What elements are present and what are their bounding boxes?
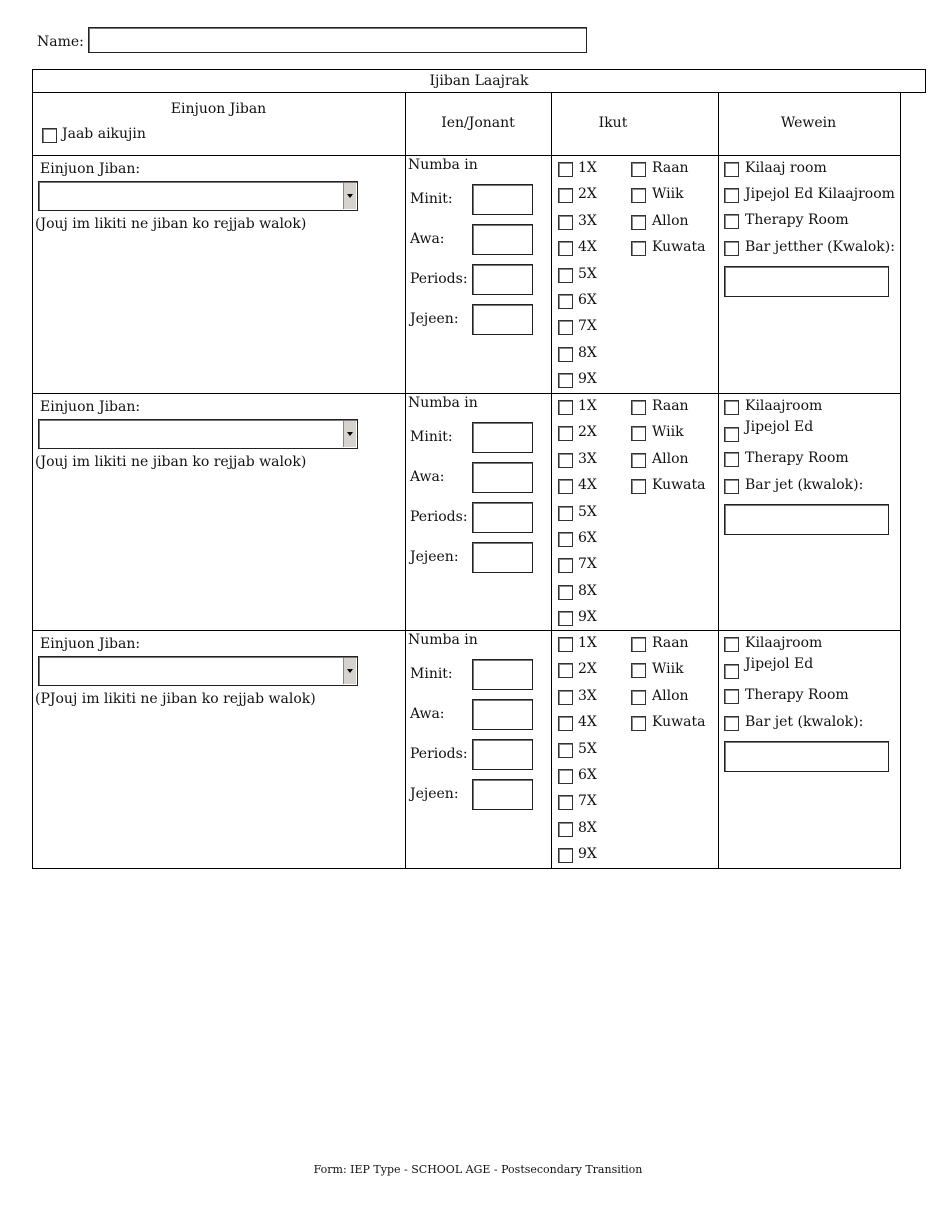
frequency-count-checkbox[interactable] xyxy=(558,294,573,309)
frequency-period-label: Wiik xyxy=(652,424,684,441)
frequency-count-label: 6X xyxy=(578,767,597,783)
frequency-count-label: 8X xyxy=(578,582,597,599)
number-label: Numba in xyxy=(408,632,478,648)
frequency-count-label: 3X xyxy=(578,212,597,229)
frequency-period-checkbox[interactable] xyxy=(631,637,646,652)
frequency-count-label: 4X xyxy=(578,714,597,731)
frequency-period-label: Raan xyxy=(652,160,689,176)
dropdown-button[interactable] xyxy=(343,658,356,684)
number-label: Numba in xyxy=(408,395,478,411)
location-checkbox[interactable] xyxy=(724,479,739,494)
amount-input[interactable] xyxy=(472,739,533,770)
frequency-count-label: 7X xyxy=(578,318,597,335)
service-note: (PJouj im likiti ne jiban ko rejjab walok) xyxy=(35,691,316,707)
name-input[interactable] xyxy=(88,27,587,53)
frequency-period-checkbox[interactable] xyxy=(631,426,646,441)
frequency-period-label: Raan xyxy=(652,635,689,651)
frequency-count-checkbox[interactable] xyxy=(558,848,573,863)
amount-input[interactable] xyxy=(472,699,533,730)
dropdown-button[interactable] xyxy=(343,183,356,209)
frequency-count-checkbox[interactable] xyxy=(558,453,573,468)
frequency-period-checkbox[interactable] xyxy=(631,690,646,705)
frequency-count-checkbox[interactable] xyxy=(558,479,573,494)
location-checkbox[interactable] xyxy=(724,427,739,442)
frequency-count-checkbox[interactable] xyxy=(558,188,573,203)
header-service: Einjuon Jiban xyxy=(170,101,267,117)
location-checkbox[interactable] xyxy=(724,214,739,229)
frequency-count-checkbox[interactable] xyxy=(558,611,573,626)
frequency-period-label: Kuwata xyxy=(652,714,706,731)
frequency-period-checkbox[interactable] xyxy=(631,453,646,468)
frequency-count-checkbox[interactable] xyxy=(558,795,573,810)
chevron-down-icon xyxy=(347,432,353,436)
frequency-count-checkbox[interactable] xyxy=(558,162,573,177)
service-note: (Jouj im likiti ne jiban ko rejjab walok) xyxy=(35,216,307,232)
amount-label: Jejeen: xyxy=(410,311,459,327)
frequency-period-label: Wiik xyxy=(652,661,684,678)
frequency-count-label: 7X xyxy=(578,556,597,573)
frequency-count-checkbox[interactable] xyxy=(558,320,573,335)
location-label: Jipejol Ed Kilaajroom xyxy=(745,186,895,202)
frequency-period-checkbox[interactable] xyxy=(631,400,646,415)
location-checkbox[interactable] xyxy=(724,637,739,652)
header-location: Wewein xyxy=(780,115,837,131)
frequency-period-checkbox[interactable] xyxy=(631,479,646,494)
frequency-count-checkbox[interactable] xyxy=(558,743,573,758)
amount-input[interactable] xyxy=(472,542,533,573)
chevron-down-icon xyxy=(347,194,353,198)
frequency-count-label: 5X xyxy=(578,740,597,757)
frequency-count-checkbox[interactable] xyxy=(558,558,573,573)
table-title: Ijiban Laajrak xyxy=(429,73,529,89)
frequency-count-label: 1X xyxy=(578,635,597,651)
frequency-period-checkbox[interactable] xyxy=(631,241,646,256)
location-label: Kilaaj room xyxy=(745,160,827,176)
location-checkbox[interactable] xyxy=(724,162,739,177)
frequency-count-label: 6X xyxy=(578,292,597,308)
frequency-period-label: Wiik xyxy=(652,186,684,203)
frequency-period-checkbox[interactable] xyxy=(631,663,646,678)
frequency-count-label: 6X xyxy=(578,530,597,546)
amount-input[interactable] xyxy=(472,184,533,215)
amount-label: Periods: xyxy=(410,746,468,762)
frequency-period-checkbox[interactable] xyxy=(631,162,646,177)
location-label: Therapy Room xyxy=(745,450,849,466)
amount-input[interactable] xyxy=(472,264,533,295)
amount-label: Awa: xyxy=(410,706,445,722)
amount-label: Minit: xyxy=(410,666,453,682)
frequency-count-label: 2X xyxy=(578,661,597,678)
amount-input[interactable] xyxy=(472,462,533,493)
frequency-count-label: 2X xyxy=(578,186,597,203)
frequency-count-checkbox[interactable] xyxy=(558,241,573,256)
frequency-count-label: 1X xyxy=(578,398,597,414)
amount-input[interactable] xyxy=(472,304,533,335)
amount-label: Minit: xyxy=(410,429,453,445)
frequency-count-label: 4X xyxy=(578,239,597,256)
location-label: Bar jet (kwalok): xyxy=(745,714,864,730)
amount-input[interactable] xyxy=(472,422,533,453)
amount-label: Jejeen: xyxy=(410,549,459,565)
header-amount: Ien/Jonant xyxy=(441,115,515,131)
frequency-period-label: Allon xyxy=(652,212,689,229)
amount-input[interactable] xyxy=(472,502,533,533)
amount-input[interactable] xyxy=(472,779,533,810)
no-services-label: Jaab aikujin xyxy=(62,126,146,142)
frequency-count-checkbox[interactable] xyxy=(558,400,573,415)
amount-label: Awa: xyxy=(410,469,445,485)
service-dropdown[interactable] xyxy=(38,419,358,449)
frequency-period-checkbox[interactable] xyxy=(631,215,646,230)
frequency-count-label: 5X xyxy=(578,503,597,520)
frequency-count-checkbox[interactable] xyxy=(558,373,573,388)
form-footer: Form: IEP Type - SCHOOL AGE - Postsecondary Transition xyxy=(313,1163,643,1176)
service-label: Einjuon Jiban: xyxy=(40,161,141,177)
no-services-checkbox[interactable] xyxy=(42,128,57,143)
frequency-period-label: Allon xyxy=(652,450,689,467)
frequency-count-checkbox[interactable] xyxy=(558,716,573,731)
amount-label: Periods: xyxy=(410,271,468,287)
location-checkbox[interactable] xyxy=(724,716,739,731)
frequency-count-checkbox[interactable] xyxy=(558,690,573,705)
location-label: Therapy Room xyxy=(745,212,849,228)
frequency-count-checkbox[interactable] xyxy=(558,822,573,837)
location-label: Therapy Room xyxy=(745,687,849,703)
frequency-count-checkbox[interactable] xyxy=(558,532,573,547)
location-label: Kilaajroom xyxy=(745,635,823,651)
frequency-count-checkbox[interactable] xyxy=(558,215,573,230)
name-label: Name: xyxy=(37,34,84,50)
amount-label: Minit: xyxy=(410,191,453,207)
service-label: Einjuon Jiban: xyxy=(40,636,141,652)
location-checkbox[interactable] xyxy=(724,400,739,415)
frequency-count-label: 9X xyxy=(578,371,597,388)
frequency-period-label: Raan xyxy=(652,398,689,414)
frequency-count-checkbox[interactable] xyxy=(558,347,573,362)
frequency-count-label: 9X xyxy=(578,846,597,863)
frequency-count-label: 8X xyxy=(578,344,597,361)
frequency-count-checkbox[interactable] xyxy=(558,585,573,600)
frequency-period-label: Kuwata xyxy=(652,477,706,494)
frequency-period-checkbox[interactable] xyxy=(631,716,646,731)
amount-label: Jejeen: xyxy=(410,786,459,802)
service-dropdown[interactable] xyxy=(38,181,358,211)
amount-input[interactable] xyxy=(472,659,533,690)
frequency-period-checkbox[interactable] xyxy=(631,188,646,203)
frequency-count-checkbox[interactable] xyxy=(558,663,573,678)
header-frequency: Ikut xyxy=(598,115,628,131)
frequency-count-label: 1X xyxy=(578,160,597,176)
frequency-period-label: Kuwata xyxy=(652,239,706,256)
service-dropdown[interactable] xyxy=(38,656,358,686)
location-label: Bar jet (kwalok): xyxy=(745,477,864,493)
frequency-count-label: 8X xyxy=(578,819,597,836)
other-location-input[interactable] xyxy=(724,741,889,772)
location-checkbox[interactable] xyxy=(724,664,739,679)
frequency-count-label: 2X xyxy=(578,424,597,441)
dropdown-button[interactable] xyxy=(343,421,356,447)
frequency-count-label: 9X xyxy=(578,609,597,626)
frequency-count-checkbox[interactable] xyxy=(558,506,573,521)
location-checkbox[interactable] xyxy=(724,452,739,467)
frequency-period-label: Allon xyxy=(652,687,689,704)
location-checkbox[interactable] xyxy=(724,241,739,256)
frequency-count-label: 7X xyxy=(578,793,597,810)
location-label: Bar jetther (Kwalok): xyxy=(745,239,895,255)
location-label: Kilaajroom xyxy=(745,398,823,414)
frequency-count-checkbox[interactable] xyxy=(558,268,573,283)
amount-label: Periods: xyxy=(410,509,468,525)
frequency-count-checkbox[interactable] xyxy=(558,769,573,784)
location-label: Jipejol Ed xyxy=(745,656,814,672)
other-location-input[interactable] xyxy=(724,504,889,535)
amount-label: Awa: xyxy=(410,231,445,247)
frequency-count-label: 5X xyxy=(578,265,597,282)
chevron-down-icon xyxy=(347,669,353,673)
other-location-input[interactable] xyxy=(724,266,889,297)
service-note: (Jouj im likiti ne jiban ko rejjab walok) xyxy=(35,454,307,470)
location-checkbox[interactable] xyxy=(724,188,739,203)
location-label: Jipejol Ed xyxy=(745,419,814,435)
location-checkbox[interactable] xyxy=(724,689,739,704)
frequency-count-label: 3X xyxy=(578,687,597,704)
service-label: Einjuon Jiban: xyxy=(40,399,141,415)
frequency-count-label: 4X xyxy=(578,477,597,494)
amount-input[interactable] xyxy=(472,224,533,255)
frequency-count-checkbox[interactable] xyxy=(558,426,573,441)
frequency-count-label: 3X xyxy=(578,450,597,467)
number-label: Numba in xyxy=(408,157,478,173)
frequency-count-checkbox[interactable] xyxy=(558,637,573,652)
